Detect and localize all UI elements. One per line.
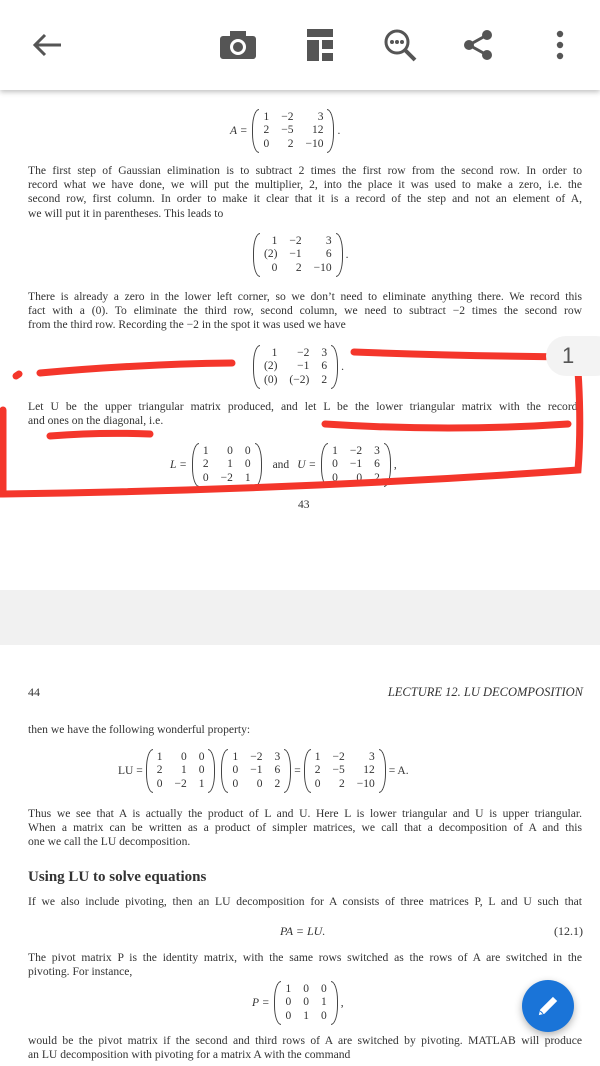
matrix-cell: −5 <box>281 124 294 137</box>
matrix-cell: 1 <box>156 750 163 763</box>
text-line: an LU decomposition with pivoting for a matrix A with the command <box>28 1048 351 1062</box>
matrix-cell: −2 <box>174 777 187 790</box>
matrix-cell: 0 <box>314 777 321 790</box>
text-line: we will put it in parentheses. This leads to <box>28 206 224 220</box>
matrix-label: A = <box>230 125 248 137</box>
matrix-cell: 1 <box>271 234 278 247</box>
matrix-cell: (−2) <box>289 373 310 386</box>
text-line: pivoting. For instance, <box>28 965 133 979</box>
equals-sign: = <box>294 765 301 777</box>
matrix-cell: −2 <box>349 444 363 457</box>
share-icon[interactable] <box>458 25 498 65</box>
matrix-cell: 0 <box>198 750 205 763</box>
matrix-cell: 2 <box>274 777 281 790</box>
equation: PA = LU. <box>280 924 326 938</box>
matrix-cell: 0 <box>156 777 163 790</box>
matrix-cell: −10 <box>356 777 375 790</box>
matrix-cell: 2 <box>314 764 321 777</box>
matrix-cell: 1 <box>227 458 233 471</box>
matrix-cell: 0 <box>202 471 209 484</box>
matrix-cell: −1 <box>289 248 302 261</box>
matrix-cell: 0 <box>232 764 239 777</box>
matrix-cell: 3 <box>321 346 328 359</box>
matrix-cell: 2 <box>287 137 294 150</box>
right-paren <box>284 749 291 793</box>
matrix-cell: 2 <box>202 458 209 471</box>
matrix-cell: 6 <box>321 360 328 373</box>
right-paren <box>327 109 334 153</box>
section-heading: Using LU to solve equations <box>28 869 207 885</box>
left-paren <box>253 233 260 277</box>
right-paren <box>255 443 262 487</box>
paragraph: If we also include pivoting, then an LU decomposition for A consists of three matrices P, L and U such that <box>28 895 582 908</box>
matrix-l-equation <box>170 443 397 487</box>
matrix-punctuation: . <box>337 125 341 137</box>
camera-icon[interactable] <box>218 25 258 65</box>
text-line: fact with a (0). To eliminate the third row, second column, we need to subtract −2 times the second row <box>28 304 582 318</box>
left-paren <box>146 749 153 793</box>
matrix-cell: −2 <box>297 346 310 359</box>
matrix-label: P = <box>252 997 270 1009</box>
page-gap <box>0 590 600 645</box>
matrix-p <box>252 981 344 1025</box>
running-header: LECTURE 12. LU DECOMPOSITION <box>387 685 583 699</box>
matrix-cell: −2 <box>289 234 302 247</box>
matrix-cell: 1 <box>271 346 278 359</box>
matrix <box>192 443 262 487</box>
matrix-cell: 0 <box>271 261 278 274</box>
matrix-cell: 1 <box>232 750 239 763</box>
matrix-cell: 3 <box>274 750 281 763</box>
matrix-cell: 0 <box>256 777 263 790</box>
matrix-cell: 0 <box>303 982 309 995</box>
matrix-cell: −1 <box>297 360 310 373</box>
matrix-cell: −1 <box>349 458 363 471</box>
matrix-cell: 0 <box>244 458 251 471</box>
right-paren <box>331 981 338 1025</box>
matrix-cell: 0 <box>244 444 251 457</box>
text-line: Thus we see that A is actually the product of L and U. Here L is lower triangular and U is upper triangular. <box>28 807 582 820</box>
matrix-cell: 2 <box>263 124 270 137</box>
matrix-cell: 1 <box>332 444 338 457</box>
matrix-cell: 1 <box>244 471 251 484</box>
matrix-cell: 0 <box>356 471 363 484</box>
back-arrow-icon[interactable] <box>27 25 67 65</box>
matrix-cell: 1 <box>285 982 292 995</box>
equation-number: (12.1) <box>554 924 583 938</box>
matrix <box>321 443 391 487</box>
matrix-cell: 1 <box>320 996 327 1009</box>
more-vert-icon[interactable] <box>540 25 580 65</box>
matrix-cell: 0 <box>320 1009 327 1022</box>
text-line: There is already a zero in the lower left corner, so we don’t need to eliminate anything there. We record this <box>28 290 582 303</box>
matrix-label: U = <box>297 459 317 471</box>
text-line: The first step of Gaussian elimination is to subtract 2 times the first row from the second row. In order to <box>28 164 582 177</box>
text-line: one we call the LU decomposition. <box>28 835 191 849</box>
matrix-label: L = <box>170 459 187 471</box>
matrix-cell: 0 <box>303 996 309 1009</box>
text-line: and ones on the diagonal, i.e. <box>28 414 164 428</box>
matrix-cell: −2 <box>332 750 345 763</box>
matrix-cell: 2 <box>295 261 302 274</box>
matrix-cell: 2 <box>321 373 328 386</box>
matrix-cell: 3 <box>317 110 324 123</box>
right-paren <box>384 443 391 487</box>
matrix-cell: 0 <box>320 982 327 995</box>
left-paren <box>274 981 281 1025</box>
matrix-cell: 3 <box>325 234 332 247</box>
matrix-punctuation: , <box>393 459 397 471</box>
intro-text: then we have the following wonderful property: <box>28 723 251 736</box>
matrix-cell: 1 <box>314 750 321 763</box>
matrix-punctuation: . <box>341 361 344 373</box>
equals-a: = A. <box>388 765 409 777</box>
text-line: would be the pivot matrix if the second and third rows of A are switched by pivoting. MATLAB will produce <box>28 1034 582 1047</box>
matrix <box>221 749 291 793</box>
matrix-cell: 2 <box>156 764 163 777</box>
text-line: When a matrix can be written as a product of simpler matrices, we call that a decomposition of A and this <box>28 821 582 835</box>
page-number: 44 <box>28 685 40 699</box>
matrix-cell: 6 <box>325 248 332 261</box>
matrix-cell: 1 <box>303 1009 309 1022</box>
matrix-cell: (0) <box>264 373 278 386</box>
matrix-cell: 1 <box>263 110 270 123</box>
matrix-a <box>230 109 340 153</box>
page-number: 43 <box>298 499 310 511</box>
matrix <box>146 749 216 793</box>
right-paren <box>331 345 338 389</box>
matrix-cell: −2 <box>281 110 294 123</box>
matrix-cell: 0 <box>263 137 270 150</box>
matrix-cell: (2) <box>264 360 278 373</box>
matrix-cell: 6 <box>274 764 281 777</box>
matrix <box>274 981 337 1025</box>
matrix <box>253 233 343 277</box>
matrix-cell: −5 <box>332 764 345 777</box>
matrix-cell: 12 <box>363 764 375 777</box>
matrix-cell: −2 <box>220 471 233 484</box>
right-paren <box>379 749 386 793</box>
page-indicator-badge: 1 <box>546 336 600 376</box>
text-line: record what we have done, we will put the multiplier, 2, into the place it was used to make a zero, i.e. the <box>28 178 582 192</box>
toolbar <box>0 0 600 90</box>
matrix-cell: 3 <box>374 444 380 457</box>
right-paren <box>208 749 215 793</box>
text-line: from the third row. Recording the −2 in the spot it was used we have <box>28 318 346 332</box>
matrix-cell: −1 <box>250 764 263 777</box>
lu-label: LU = <box>118 765 143 777</box>
matrix-cell: 0 <box>285 1009 292 1022</box>
and-text: and <box>272 459 290 471</box>
left-paren <box>252 109 259 153</box>
matrix-cell: 2 <box>374 471 380 484</box>
matrix-a <box>301 749 389 793</box>
matrix-cell: −10 <box>313 261 332 274</box>
right-paren <box>336 233 343 277</box>
matrix-l <box>170 443 265 487</box>
matrix-cell: 1 <box>198 777 205 790</box>
matrix-punctuation: . <box>345 249 349 261</box>
matrix-cell: −10 <box>305 137 324 150</box>
matrix-cell: 6 <box>374 458 380 471</box>
matrix-cell: 2 <box>338 777 345 790</box>
matrix-step-2 <box>250 345 344 389</box>
matrix-u <box>218 749 294 793</box>
search-icon[interactable] <box>380 25 420 65</box>
matrix-step-1 <box>250 233 349 277</box>
left-paren <box>253 345 260 389</box>
matrix-cell: 3 <box>368 750 375 763</box>
matrix-cell: (2) <box>264 248 278 261</box>
matrix-cell: 0 <box>232 777 239 790</box>
matrix-cell: 0 <box>198 764 205 777</box>
matrix-cell: 12 <box>311 124 324 137</box>
layout-icon[interactable] <box>300 25 340 65</box>
pencil-icon <box>536 994 560 1018</box>
matrix-punctuation: , <box>340 997 344 1009</box>
matrix-u <box>297 443 397 487</box>
left-paren <box>192 443 199 487</box>
text-line: second row, first column. In order to make it clear that it is a record of the step and not an element of A, <box>28 192 582 206</box>
matrix-cell: 0 <box>227 444 233 457</box>
matrix <box>304 749 386 793</box>
left-paren <box>321 443 328 487</box>
left-paren <box>221 749 228 793</box>
left-paren <box>304 749 311 793</box>
text-line: The pivot matrix P is the identity matrix, with the same rows switched as the rows of A are switched in the <box>28 951 582 964</box>
matrix <box>253 345 338 389</box>
matrix-cell: 0 <box>332 458 338 471</box>
matrix <box>252 109 334 153</box>
edit-fab-button[interactable] <box>522 980 574 1032</box>
matrix-cell: −2 <box>250 750 263 763</box>
matrix-cell: 1 <box>202 444 209 457</box>
matrix-cell: 0 <box>285 996 292 1009</box>
text-line: Let U be the upper triangular matrix produced, and let L be the lower triangular matrix with the records <box>28 400 582 413</box>
lu-equation <box>118 749 409 793</box>
matrix-cell: 0 <box>180 750 187 763</box>
matrix-cell: 1 <box>180 764 187 777</box>
matrix-l <box>143 749 219 793</box>
matrix-cell: 0 <box>332 471 338 484</box>
